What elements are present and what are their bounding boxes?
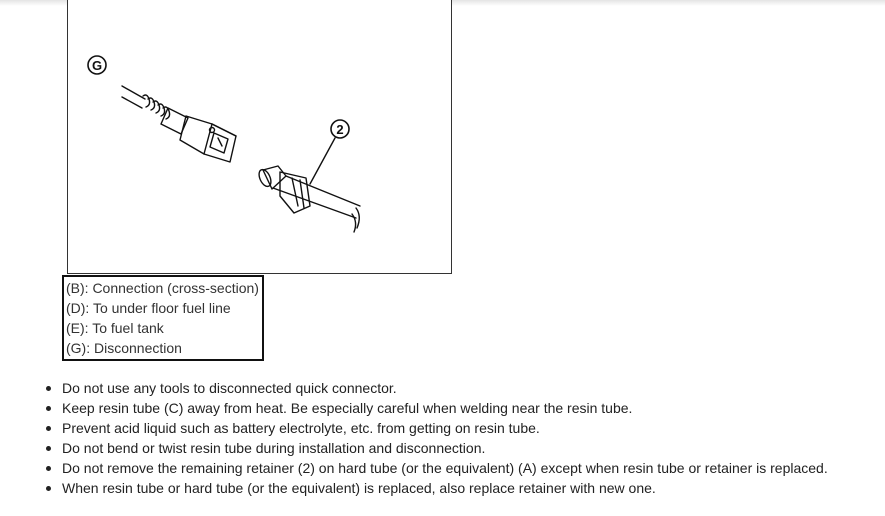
note-retainer: Do not remove the remaining retainer (2) on hard tube (or the equivalent) (A) except when resin tube or retainer is replaced.	[0, 458, 885, 478]
hose-edge-bottom	[122, 97, 142, 108]
label-g-text: G	[91, 58, 103, 73]
note-keep-from-heat: Keep resin tube (C) away from heat. Be especially careful when welding near the resin tube.	[0, 398, 885, 418]
note-no-bend: Do not bend or twist resin tube during installation and disconnection.	[0, 438, 885, 458]
legend-item-e: (E): To fuel tank	[66, 320, 164, 336]
label-2-text: 2	[336, 122, 344, 137]
legend-item-b: (B): Connection (cross-section)	[66, 280, 259, 296]
legend-item-g: (G): Disconnection	[66, 340, 182, 356]
hose-edge-top	[122, 86, 145, 99]
figure-legend	[62, 275, 264, 361]
leader-line	[310, 138, 335, 184]
connector-port	[210, 133, 228, 153]
note-no-tools: Do not use any tools to disconnected quick connector.	[0, 378, 885, 398]
connector-diagram-svg	[68, 0, 451, 273]
caution-notes-list	[0, 378, 885, 498]
legend-item-d: (D): To under floor fuel line	[66, 300, 231, 316]
note-replace-retainer: When resin tube or hard tube (or the equivalent) is replaced, also replace retainer with new one.	[0, 478, 885, 498]
connector-illustration	[67, 0, 452, 274]
note-prevent-acid: Prevent acid liquid such as battery electrolyte, etc. from getting on resin tube.	[0, 418, 885, 438]
